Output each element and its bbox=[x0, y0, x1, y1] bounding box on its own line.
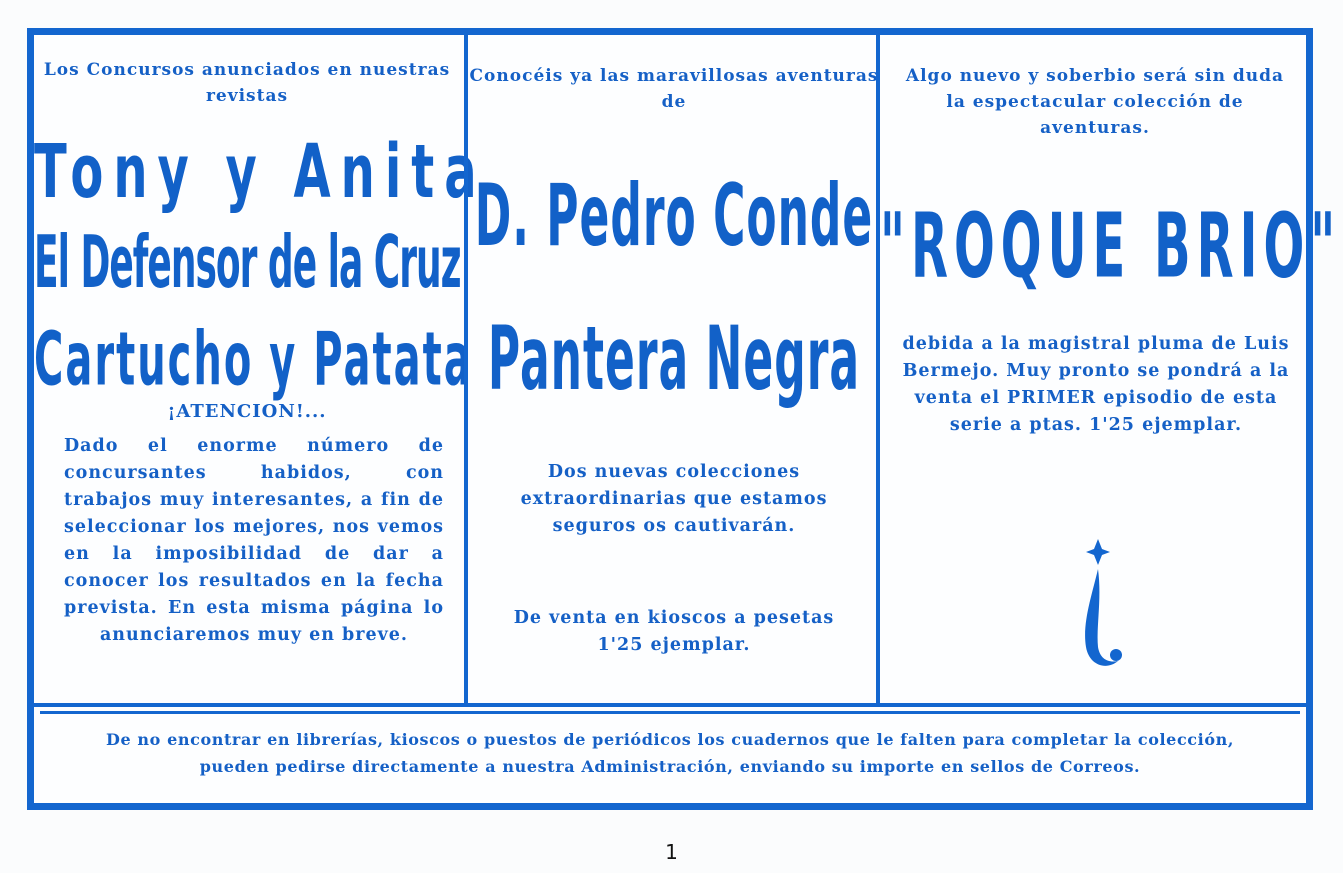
roque-brio-intro: Algo nuevo y soberbio será sin duda la espectacular colección de aventuras. bbox=[905, 66, 1285, 138]
contests-notice: Dado el enorme número de concursantes habidos, con trabajos muy interesantes, a fin de seleccionar los mejores, nos vemos en la imposibilidad de dar a conocer los resultados en la fecha prevista. En esta misma página lo anunciaremos muy en breve. bbox=[64, 436, 444, 645]
title-tony-y-anita: Tony y Anita bbox=[34, 129, 487, 216]
pedro-conde-column bbox=[464, 35, 879, 703]
attention-heading: ¡ATENCION!... bbox=[167, 401, 327, 422]
contests-intro: Los Concursos anunciados en nuestras revistas bbox=[43, 60, 451, 106]
contests-column bbox=[34, 35, 487, 703]
title-pantera-negra: Pantera Negra bbox=[487, 309, 861, 411]
roque-brio-column bbox=[876, 35, 1342, 703]
horizontal-rule bbox=[34, 703, 1306, 707]
price-note: De venta en kioscos a pesetas 1'25 ejemplar. bbox=[513, 608, 835, 655]
collections-description: Dos nuevas colecciones extraordinarias que estamos seguros os cautivarán. bbox=[520, 462, 828, 536]
advertisement-frame bbox=[27, 28, 1342, 810]
decorative-ornament-icon bbox=[1068, 535, 1128, 675]
title-roque-brio: "ROQUE BRIO" bbox=[880, 195, 1342, 299]
page-number: 1 bbox=[665, 840, 678, 864]
pedro-conde-intro: Conocéis ya las maravillosas aventuras de bbox=[469, 66, 879, 112]
title-cartucho-y-patata: Cartucho y Patata bbox=[34, 318, 473, 404]
footer-notice: De no encontrar en librerías, kioscos o puestos de periódicos los cuadernos que le falten para completar la colección, pueden pedirse directamente a nuestra Administración, enviando su importe en sellos de Correos. bbox=[40, 711, 1300, 803]
title-d-pedro-conde: D. Pedro Conde bbox=[474, 167, 874, 267]
roque-brio-description: debida a la magistral pluma de Luis Bermejo. Muy pronto se pondrá a la venta el PRIMER episodio de esta serie a ptas. 1'25 ejemplar. bbox=[902, 334, 1290, 435]
title-el-defensor-de-la-cruz: El Defensor de la Cruz bbox=[34, 223, 461, 305]
